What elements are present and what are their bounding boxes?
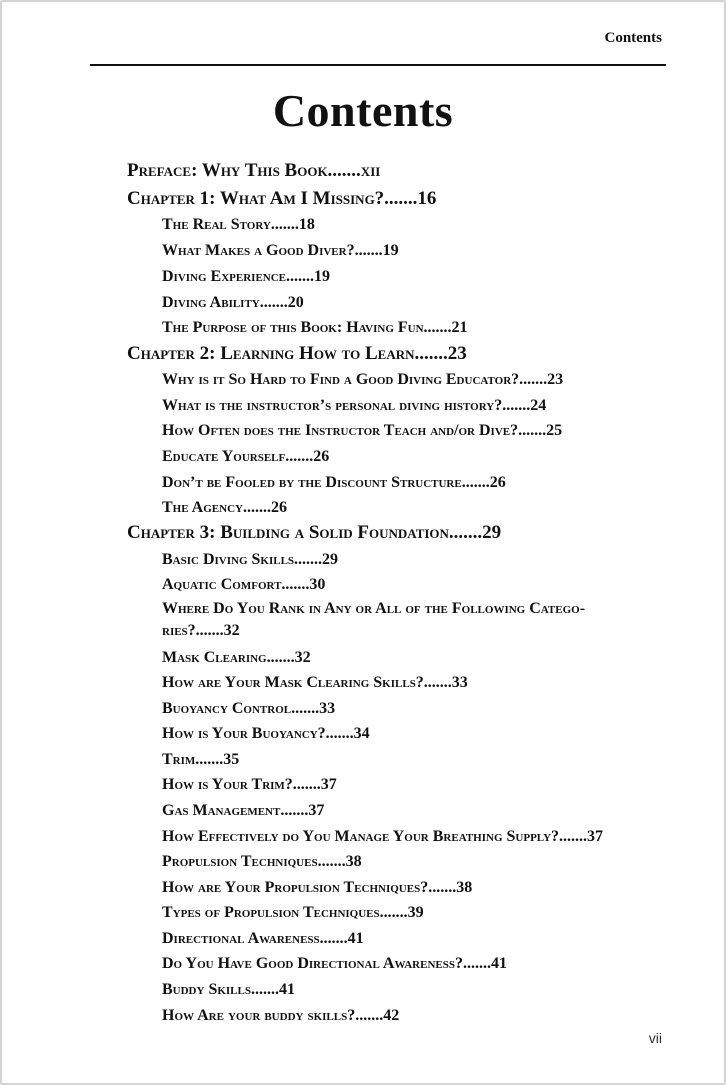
page-title: Contents [272,85,454,136]
toc-section-entry: The Agency.......26 [162,499,287,516]
toc-section-entry: How Effectively do You Manage Your Breathing Supply?.......37 [162,828,604,845]
toc-section-entry: Don’t be Fooled by the Discount Structure.......26 [162,474,506,491]
toc-section-entry: Types of Propulsion Techniques.......39 [162,904,424,921]
page-number: vii [648,1030,662,1046]
toc-section-entry: Diving Ability.......20 [162,294,304,311]
header-rule [90,64,666,66]
toc-section-entry: The Real Story.......18 [162,216,315,233]
toc-chapter-entry: Chapter 3: Building a Solid Foundation.......29 [127,522,502,543]
toc-section-entry: How are Your Propulsion Techniques?.......38 [162,879,473,896]
toc-section-entry: Diving Experience.......19 [162,268,331,285]
toc-section-entry: How Often does the Instructor Teach and/or Dive?.......25 [162,422,563,439]
toc-section-entry: The Purpose of this Book: Having Fun.......21 [162,319,468,336]
running-head: Contents [604,30,662,46]
toc-section-entry: Basic Diving Skills.......29 [162,551,339,568]
toc-section-entry: How is Your Trim?.......37 [162,776,337,793]
toc-chapter-entry: Chapter 2: Learning How to Learn.......23 [127,343,467,364]
toc-section-entry: How is Your Buoyancy?.......34 [162,725,370,742]
toc-section-entry: Mask Clearing.......32 [162,649,311,666]
toc-section-entry: Gas Management.......37 [162,802,325,819]
toc-section-entry: How Are your buddy skills?.......42 [162,1007,400,1024]
toc-section-entry: Aquatic Comfort.......30 [162,576,326,593]
toc-section-entry: How are Your Mask Clearing Skills?.......33 [162,674,468,691]
toc-section-entry: Why is it So Hard to Find a Good Diving Educator?.......23 [162,371,564,388]
toc-section-entry: Do You Have Good Directional Awareness?.......41 [162,955,507,972]
toc-chapter-entry: Chapter 1: What Am I Missing?.......16 [127,188,437,209]
toc-section-entry: What is the instructor’s personal diving history?.......24 [162,397,547,414]
toc-section-entry: Buoyancy Control.......33 [162,700,336,717]
toc-section-entry: Trim.......35 [162,751,240,768]
toc-section-entry: Where Do You Rank in Any or All of the Following Catego-ries?.......32 [162,600,586,639]
toc-section-entry: Buddy Skills.......41 [162,981,295,998]
toc-section-entry: Educate Yourself.......26 [162,448,330,465]
toc-section-entry: Propulsion Techniques.......38 [162,853,362,870]
toc-section-entry: Directional Awareness.......41 [162,930,364,947]
toc-section-entry: What Makes a Good Diver?.......19 [162,242,399,259]
toc-chapter-entry: Preface: Why This Book.......xii [127,160,381,181]
